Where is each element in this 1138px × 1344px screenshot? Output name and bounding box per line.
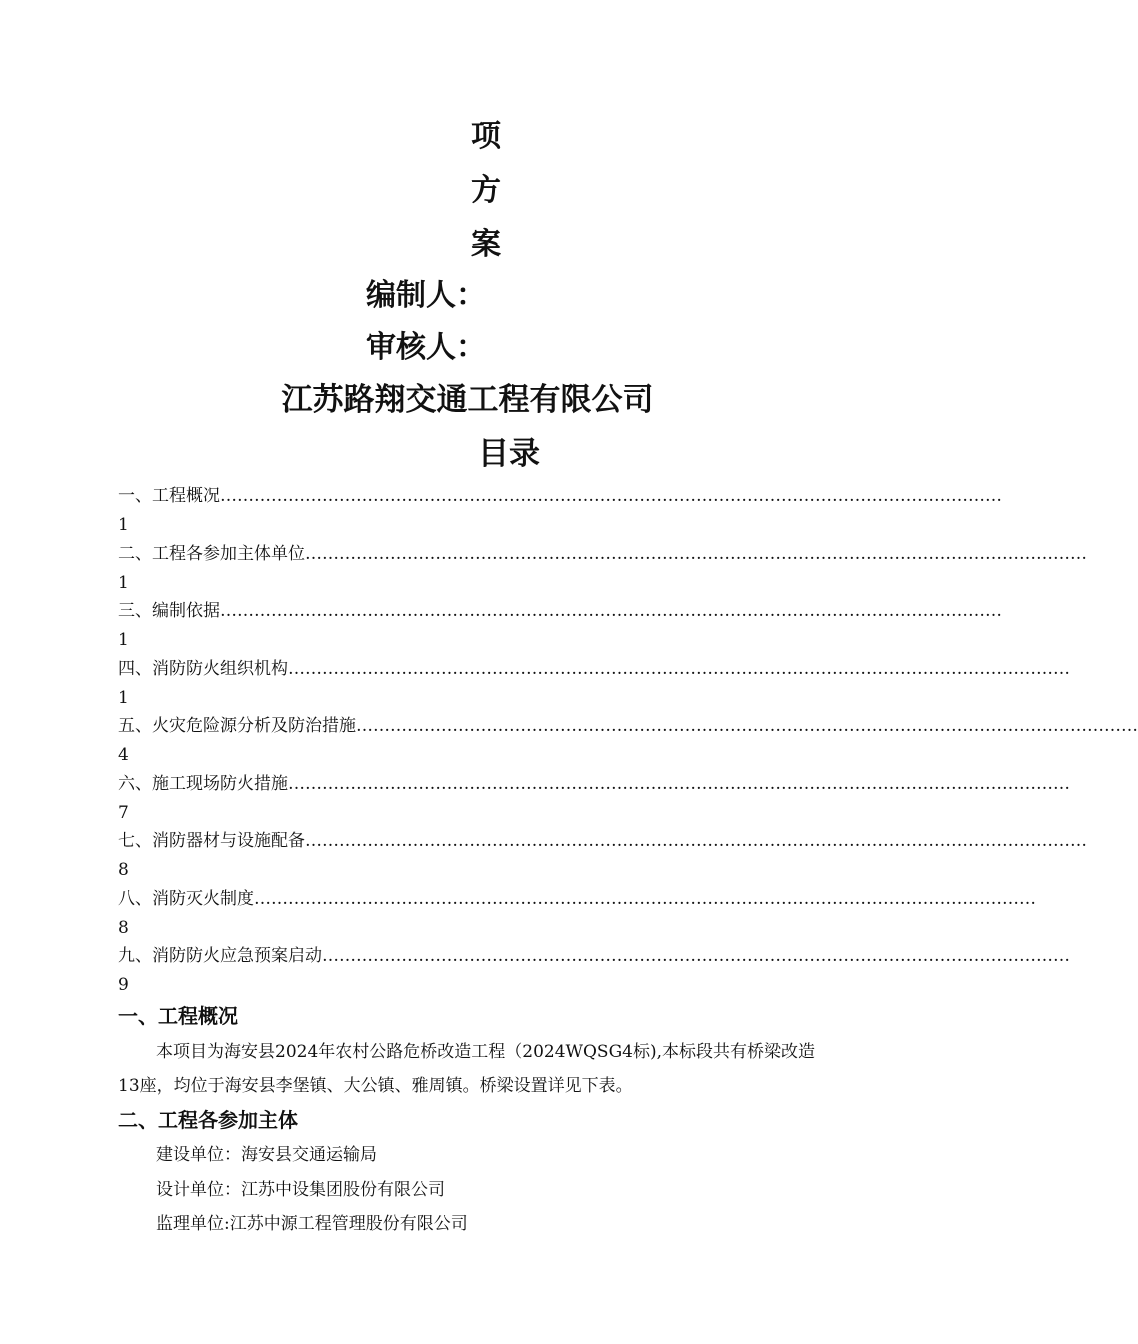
toc-entry-label: 八、消防灭火制度 bbox=[118, 888, 254, 909]
toc-page-number: 1 bbox=[118, 572, 129, 593]
design-unit: 设计单位：江苏中设集团股份有限公司 bbox=[156, 1180, 445, 1200]
toc-leader: ………………………………………………………………………………………………………………………… bbox=[254, 888, 1036, 909]
toc-page-number: 8 bbox=[118, 917, 129, 938]
toc-entry-label: 七、消防器材与设施配备 bbox=[118, 831, 305, 851]
toc-entry[interactable] bbox=[118, 482, 1002, 540]
toc-entry-label: 一、工程概况 bbox=[118, 486, 220, 506]
toc-entry-label: 五、火灾危险源分析及防治措施 bbox=[118, 716, 356, 736]
toc-entry[interactable] bbox=[118, 827, 1087, 885]
toc-entry-label: 三、编制依据 bbox=[118, 601, 220, 621]
overview-paragraph: 本项目为海安县2024年农村公路危桥改造工程（2024WQSG4标),本标段共有桥梁改造13座，均位于海安县李堡镇、大公镇、雅周镇。桥梁设置详见下表。 bbox=[118, 1042, 816, 1096]
toc-page-number: 1 bbox=[118, 630, 129, 650]
toc-leader: ………………………………………………………………………………………………………………………… bbox=[288, 773, 1070, 794]
toc-page-number: 4 bbox=[118, 745, 129, 765]
toc-entry-label: 四、消防防火组织机构 bbox=[118, 658, 288, 679]
toc-entry[interactable] bbox=[118, 540, 1087, 598]
toc-leader: ………………………………………………………………………………………………………………………… bbox=[220, 601, 1002, 621]
toc-page-number: 1 bbox=[118, 687, 129, 708]
toc-entry-label: 九、消防防火应急预案启动 bbox=[118, 946, 322, 966]
reviewer-label: 审核人： bbox=[366, 330, 486, 365]
construction-unit: 建设单位：海安县交通运输局 bbox=[156, 1145, 377, 1165]
toc-entry[interactable] bbox=[118, 712, 1138, 770]
toc-leader: ………………………………………………………………………………………………………………………… bbox=[220, 486, 1002, 506]
toc-page-number: 8 bbox=[118, 860, 129, 880]
toc-page-number: 9 bbox=[118, 975, 129, 995]
toc-leader: ………………………………………………………………………………………………………………………… bbox=[288, 658, 1070, 679]
toc-leader: ………………………………………………………………………………………………………………………… bbox=[305, 543, 1087, 564]
company-name: 江苏路翔交通工程有限公司 bbox=[281, 382, 654, 418]
toc-leader: ………………………………………………………………………………………………………………………… bbox=[305, 831, 1087, 851]
toc-entry-label: 六、施工现场防火措施 bbox=[118, 773, 288, 794]
title-char-2: 方 bbox=[471, 173, 501, 208]
supervision-unit: 监理单位:江苏中源工程管理股份有限公司 bbox=[156, 1214, 468, 1234]
toc-entry[interactable] bbox=[118, 885, 1036, 943]
toc-page-number: 1 bbox=[118, 515, 129, 535]
toc-leader: ………………………………………………………………………………………………………………………… bbox=[356, 716, 1138, 736]
toc-leader: …………………………………………………………………………………………………………………… bbox=[322, 946, 1070, 966]
toc-entry[interactable] bbox=[118, 655, 1070, 713]
section-heading-overview: 一、工程概况 bbox=[118, 1004, 238, 1028]
section-heading-participants: 二、工程各参加主体 bbox=[118, 1108, 298, 1132]
toc-page-number: 7 bbox=[118, 802, 129, 823]
toc-entry-label: 二、工程各参加主体单位 bbox=[118, 543, 305, 564]
toc-entry[interactable] bbox=[118, 597, 1002, 655]
title-char-1: 项 bbox=[471, 119, 501, 154]
toc-entry[interactable] bbox=[118, 942, 1070, 1000]
toc-heading: 目录 bbox=[478, 436, 540, 472]
compiler-label: 编制人： bbox=[366, 278, 486, 313]
toc-entry[interactable] bbox=[118, 770, 1070, 828]
table-of-contents bbox=[118, 482, 1138, 1000]
title-char-3: 案 bbox=[471, 227, 501, 262]
